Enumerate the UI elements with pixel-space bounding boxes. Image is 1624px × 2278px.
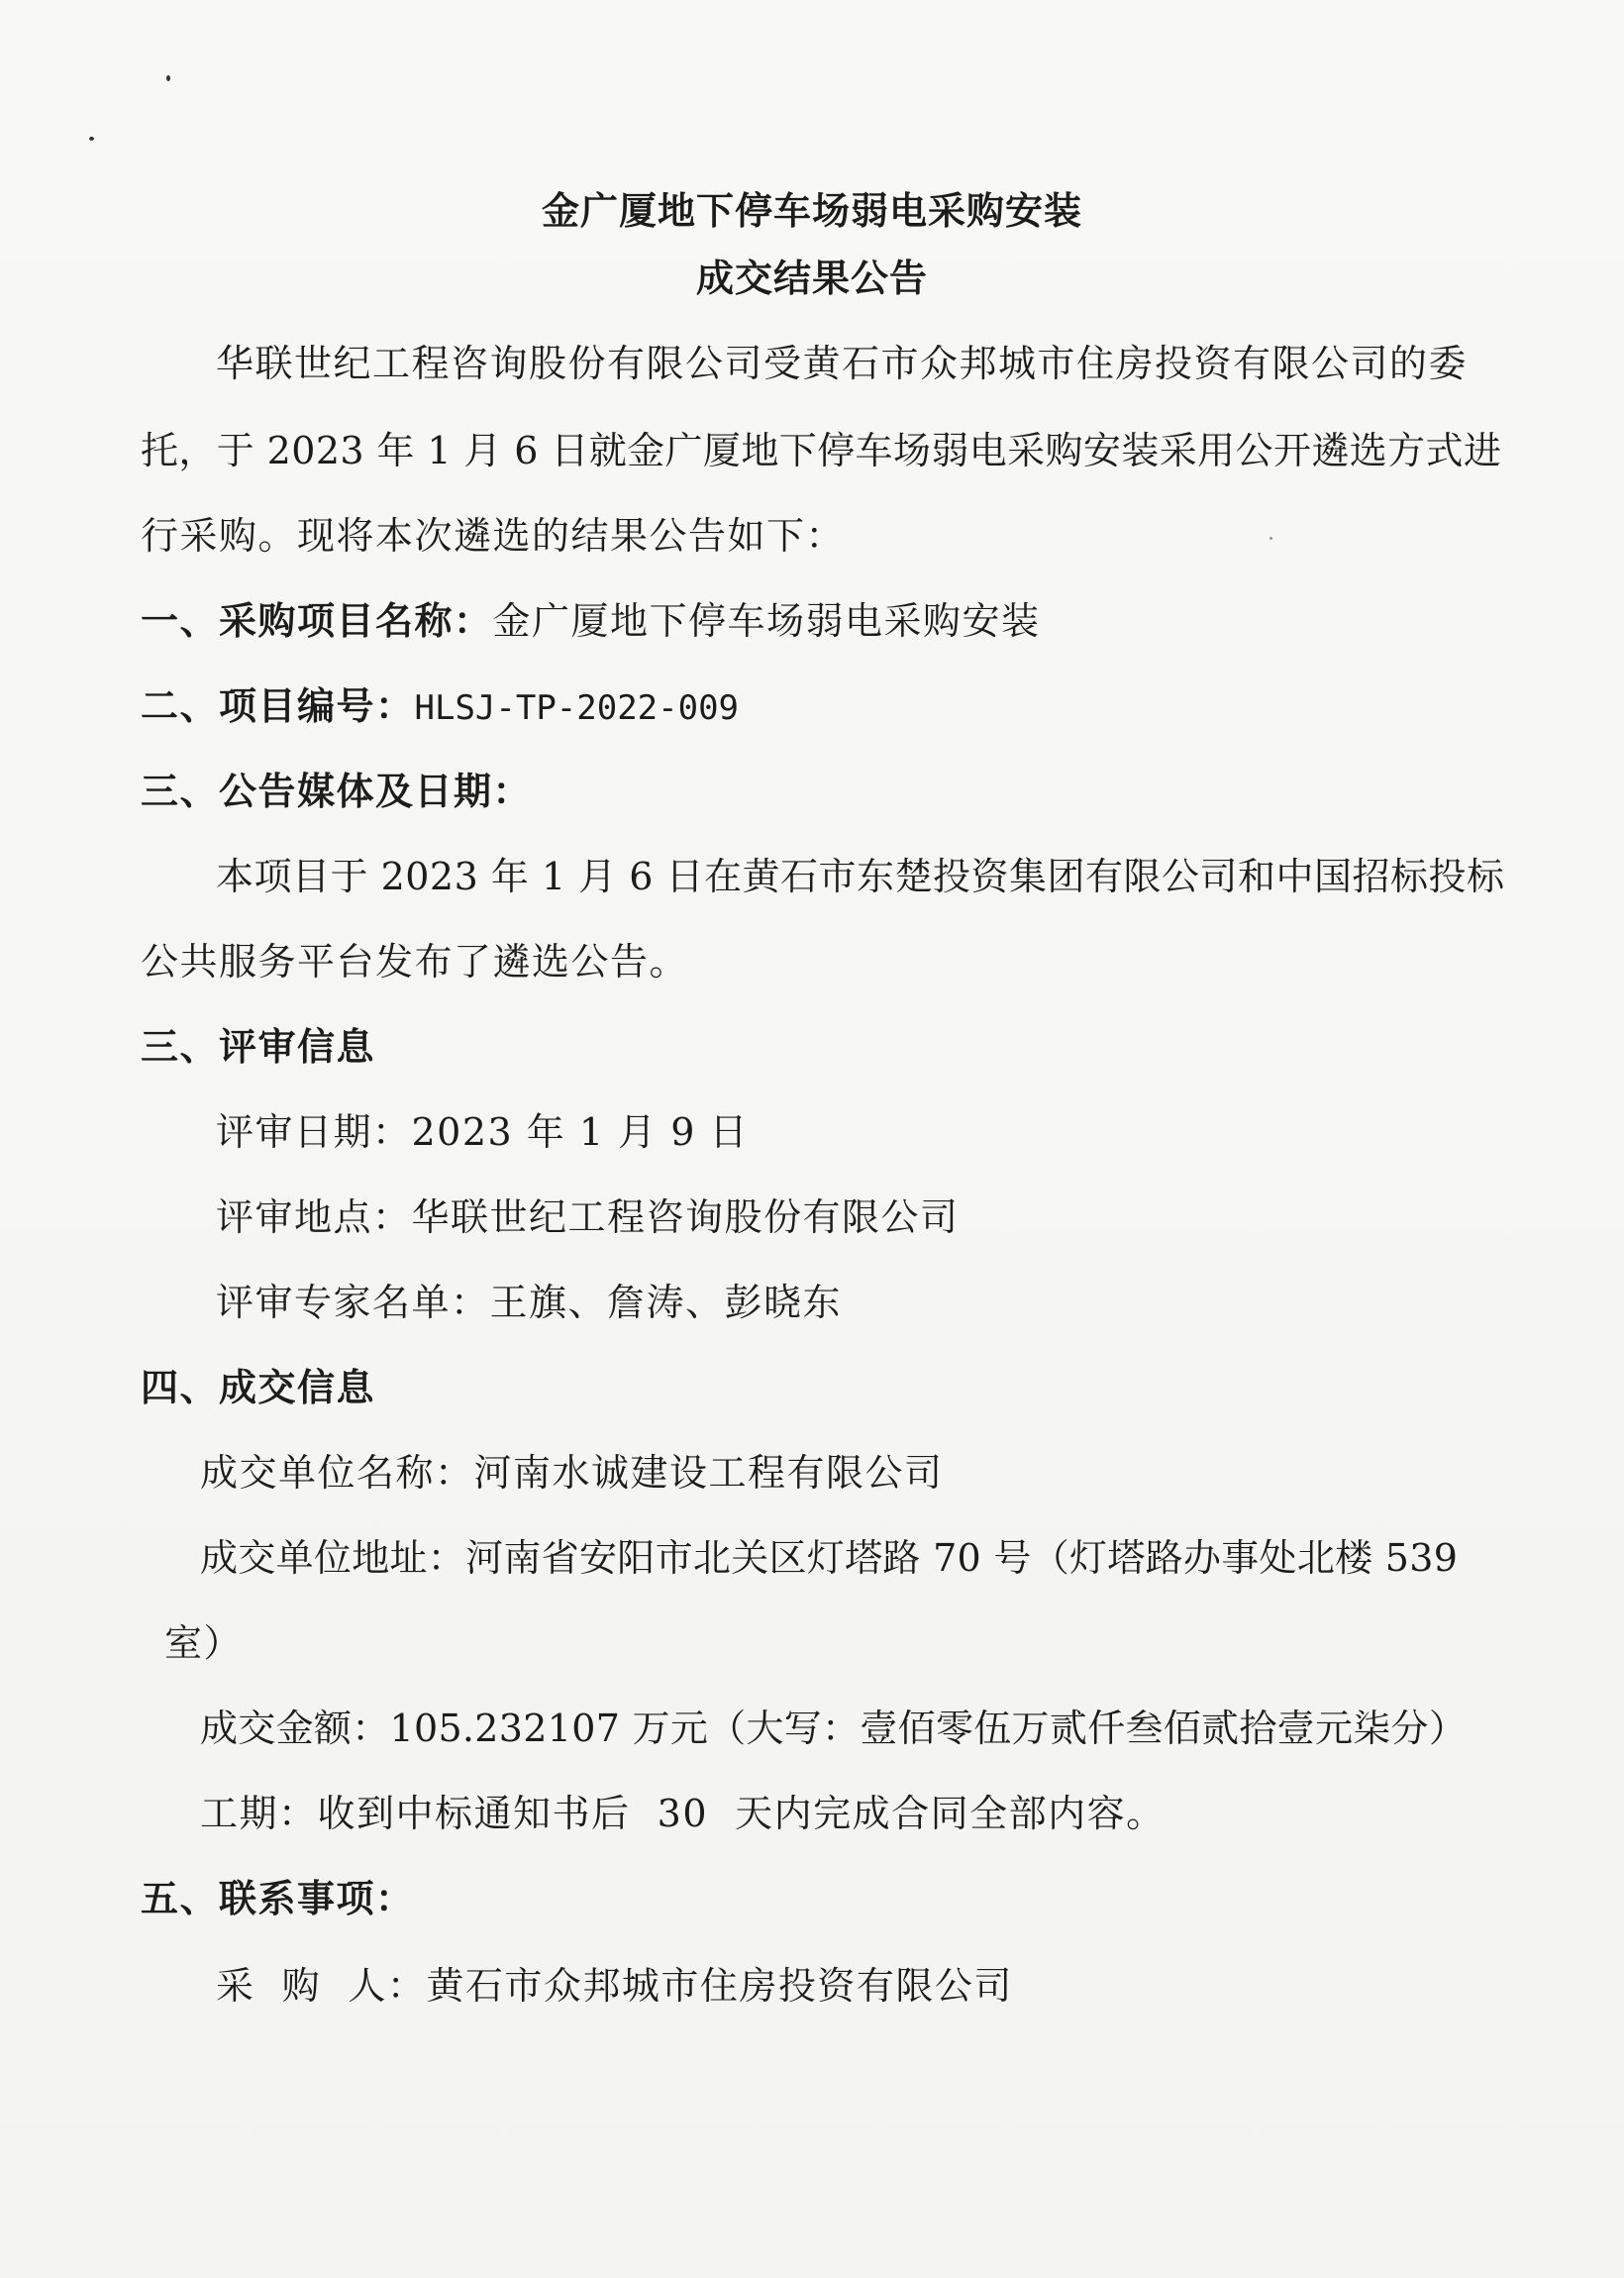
- section2-label: 二、项目编号：: [141, 683, 415, 728]
- section1-value: 金广厦地下停车场弱电采购安装: [492, 599, 1041, 643]
- purchaser: 采 购 人：黄石市众邦城市住房投资有限公司: [216, 1964, 1013, 2008]
- review-place: 评审地点：华联世纪工程咨询股份有限公司: [216, 1195, 960, 1239]
- section1-line: [141, 590, 1041, 645]
- section1-label: 一、采购项目名称：: [141, 598, 493, 643]
- intro-line-3: 行采购。现将本次遴选的结果公告如下：: [141, 514, 846, 558]
- intro-line-1: 华联世纪工程咨询股份有限公司受黄石市众邦城市住房投资有限公司的委: [216, 342, 1469, 385]
- document-title-line1: 金广厦地下停车场弱电采购安装: [541, 188, 1082, 233]
- winner-address-line-2: 室）: [164, 1621, 244, 1665]
- winner-address-line-1: 成交单位地址：河南省安阳市北关区灯塔路 70 号（灯塔路办事处北楼 539: [200, 1536, 1459, 1580]
- intro-line-2: 托，于 2023 年 1 月 6 日就金广厦地下停车场弱电采购安装采用公开遴选方式进: [141, 429, 1502, 472]
- section3b-heading: 三、评审信息: [141, 1024, 376, 1069]
- section3-heading: 三、公告媒体及日期：: [141, 769, 533, 813]
- document-title-line2: 成交结果公告: [695, 256, 928, 300]
- scan-speck: [1269, 537, 1272, 540]
- section2-value: HLSJ-TP-2022-009: [414, 688, 740, 728]
- review-experts: 评审专家名单：王旗、詹涛、彭晓东: [216, 1281, 843, 1324]
- section4-heading: 四、成交信息: [141, 1365, 376, 1409]
- scan-speck: [89, 137, 94, 141]
- scan-speck: [166, 75, 170, 81]
- section5-heading: 五、联系事项：: [141, 1876, 415, 1920]
- deal-amount: 成交金额：105.232107 万元（大写：壹佰零伍万贰仟叁佰贰拾壹元柒分）: [200, 1707, 1468, 1750]
- section3-body-line-2: 公共服务平台发布了遴选公告。: [141, 940, 689, 984]
- review-date: 评审日期：2023 年 1 月 9 日: [216, 1110, 749, 1154]
- winner-name: 成交单位名称：河南水诚建设工程有限公司: [200, 1451, 944, 1495]
- work-period: 工期：收到中标通知书后 30 天内完成合同全部内容。: [200, 1792, 1166, 1835]
- section2-line: [141, 675, 739, 730]
- section3-body-line-1: 本项目于 2023 年 1 月 6 日在黄石市东楚投资集团有限公司和中国招标投标: [216, 855, 1505, 898]
